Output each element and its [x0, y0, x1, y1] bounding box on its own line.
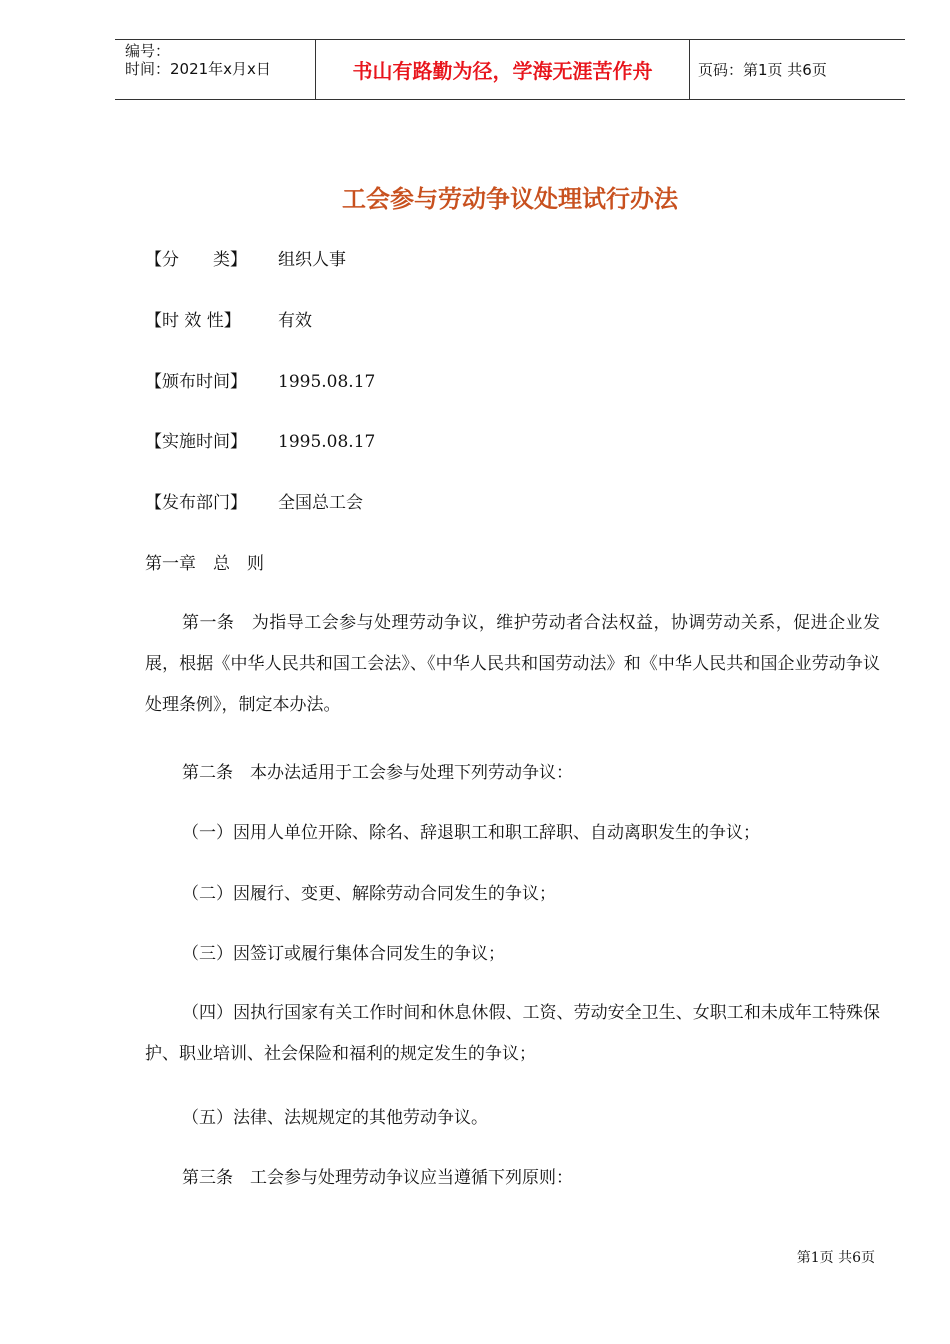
meta-row-issue-date [145, 370, 375, 394]
meta-row-department [145, 491, 363, 515]
meta-label: 【时 效 性】 [145, 311, 241, 331]
meta-value: 全国总工会 [278, 493, 363, 513]
meta-row-validity [145, 309, 312, 333]
header-time-label: 时间：2021年x月x日 [125, 60, 271, 78]
meta-row-category [145, 248, 346, 272]
meta-label: 【实施时间】 [145, 432, 247, 452]
meta-value: 1995.08.17 [278, 432, 376, 452]
article-2-item-3: （三）因签订或履行集体合同发生的争议； [182, 944, 505, 964]
header-page-info: 页码：第1页 共6页 [698, 61, 827, 79]
page-header [115, 39, 905, 100]
article-2-item-4: （四）因执行国家有关工作时间和休息休假、工资、劳动安全卫生、女职工和未成年工特殊保护、职业培训、社会保险和福利的规定发生的争议； [145, 1003, 880, 1064]
page-footer: 第1页 共6页 [796, 1250, 875, 1266]
meta-value: 组织人事 [278, 250, 346, 270]
article-3: 第三条 工会参与处理劳动争议应当遵循下列原则： [182, 1168, 573, 1188]
meta-value: 1995.08.17 [278, 372, 376, 392]
meta-label: 【发布部门】 [145, 493, 247, 513]
article-1: 第一条 为指导工会参与处理劳动争议，维护劳动者合法权益，协调劳动关系，促进企业发展，根据《中华人民共和国工会法》、《中华人民共和国劳动法》和《中华人民共和国企业劳动争议处理条例》，制定本办法。 [145, 613, 880, 715]
meta-value: 有效 [278, 311, 312, 331]
article-2: 第二条 本办法适用于工会参与处理下列劳动争议： [182, 763, 573, 783]
header-number-label: 编号： [125, 42, 171, 60]
chapter-heading: 第一章 总 则 [145, 554, 264, 574]
header-number-time [115, 40, 316, 99]
article-2-item-2: （二）因履行、变更、解除劳动合同发生的争议； [182, 884, 556, 904]
meta-label: 【颁布时间】 [145, 372, 247, 392]
meta-row-effective-date [145, 430, 375, 454]
document-title: 工会参与劳动争议处理试行办法 [342, 185, 678, 213]
article-2-item-5: （五）法律、法规规定的其他劳动争议。 [182, 1108, 488, 1128]
meta-label: 【分 类】 [145, 250, 247, 270]
header-motto: 书山有路勤为径，学海无涯苦作舟 [316, 40, 690, 99]
article-2-item-1: （一）因用人单位开除、除名、辞退职工和职工辞职、自动离职发生的争议； [182, 823, 760, 843]
